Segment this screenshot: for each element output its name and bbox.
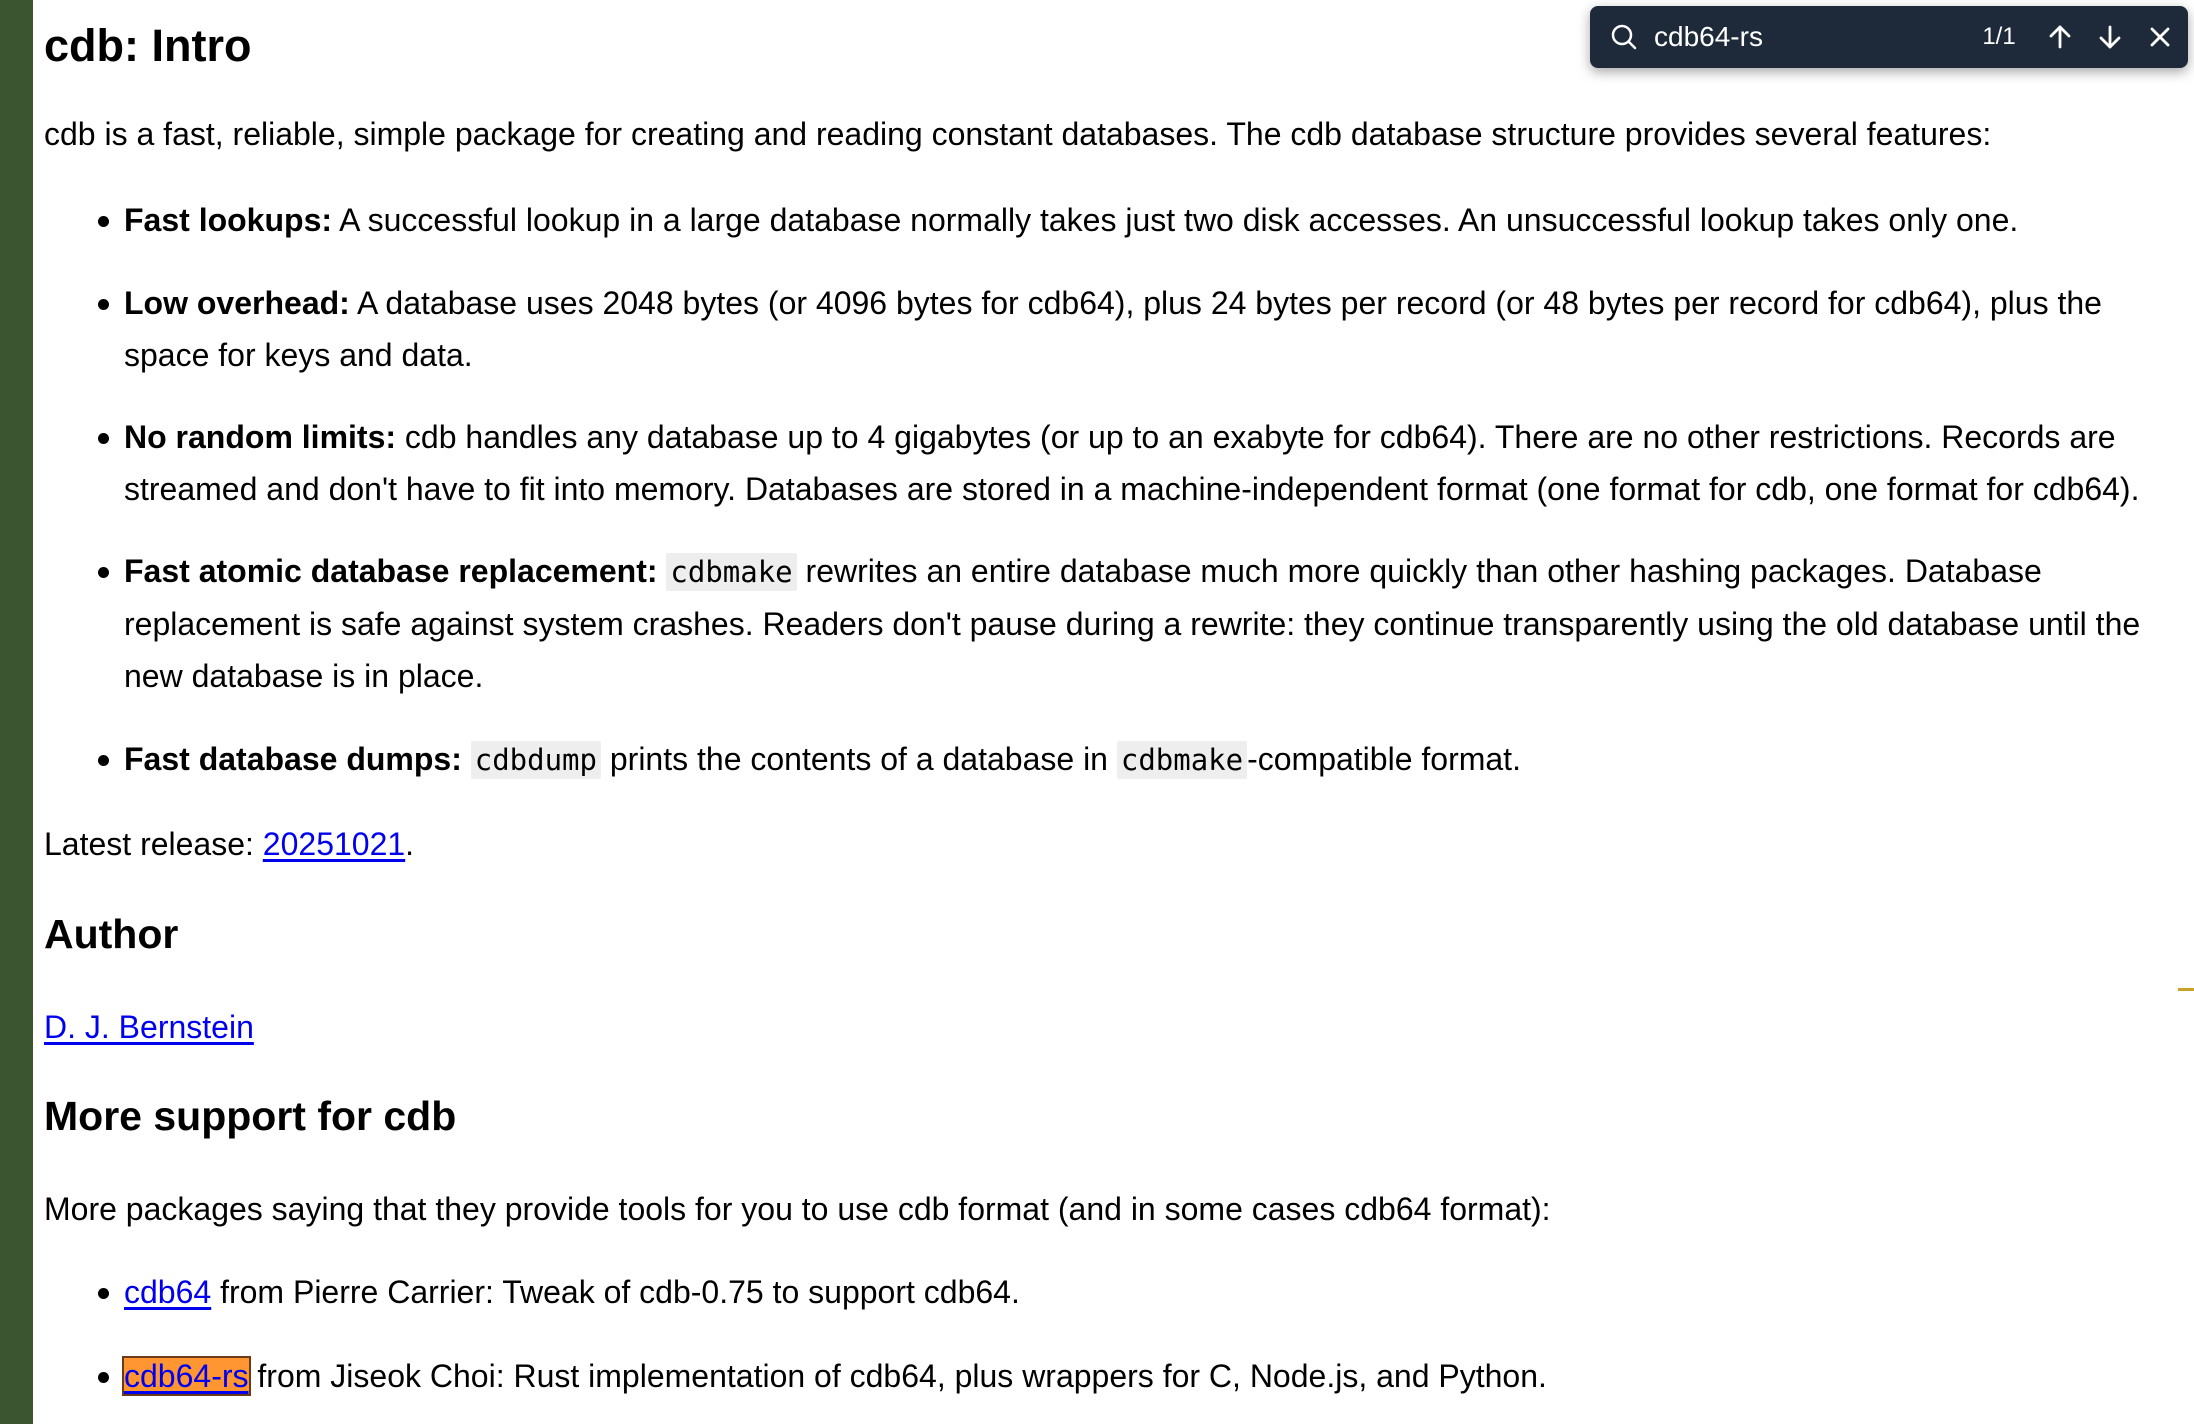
list-item-package — [44, 1266, 2144, 1318]
bullet-icon — [98, 755, 109, 766]
feature-text: rewrites an entire database much more quickly than other hashing packages. Database — [805, 553, 2042, 589]
bullet-icon — [98, 433, 109, 444]
close-icon[interactable] — [2142, 19, 2178, 55]
feature-text-tail: -compatible format. — [1247, 741, 1521, 777]
intro-paragraph: cdb is a fast, reliable, simple package for creating and reading constant databases. The cdb database structure provides several features: — [44, 116, 1992, 152]
code-cdbmake: cdbmake — [666, 553, 796, 591]
feature-text-continued: space for keys and data. — [124, 337, 473, 373]
package-link-cdb64-rs[interactable]: cdb64-rs — [124, 1358, 249, 1394]
arrow-up-icon[interactable] — [2042, 19, 2078, 55]
feature-label: Fast lookups: — [124, 202, 333, 238]
page-title: cdb: Intro — [44, 20, 252, 71]
search-icon — [1610, 23, 1638, 51]
find-match-scroll-marker — [2178, 988, 2194, 991]
bullet-icon — [98, 1288, 109, 1299]
author-heading: Author — [44, 911, 179, 957]
release-prefix: Latest release: — [44, 826, 254, 862]
feature-text: prints the contents of a database in — [609, 741, 1108, 777]
feature-text: A database uses 2048 bytes (or 4096 bytes for cdb64), plus 24 bytes per record (or 48 bytes per record for cdb64), plus the — [356, 285, 2102, 321]
list-item-no-random-limits — [44, 411, 2144, 515]
feature-text-continued: new database is in place. — [124, 658, 484, 694]
release-link[interactable]: 20251021 — [262, 826, 406, 862]
bullet-icon — [98, 216, 109, 227]
package-text: from Jiseok Choi: Rust implementation of cdb64, plus wrappers for C, Node.js, and Python. — [257, 1358, 1547, 1394]
find-bar — [1590, 6, 2188, 68]
bullet-icon — [98, 299, 109, 310]
list-item-low-overhead — [44, 277, 2144, 381]
find-input[interactable] — [1654, 20, 1954, 54]
list-item-database-dumps — [44, 733, 2144, 786]
window-side-strip — [0, 0, 33, 1424]
match-count: 1/1 — [1982, 23, 2016, 50]
feature-label: Fast atomic database replacement: — [124, 553, 658, 589]
latest-release — [44, 818, 414, 870]
list-item-fast-lookups — [44, 194, 2144, 246]
author-paragraph — [44, 1001, 254, 1053]
list-item-package — [44, 1350, 2144, 1402]
code-cdbdump: cdbdump — [471, 741, 601, 779]
list-item-atomic-replacement — [44, 545, 2144, 702]
arrow-down-icon[interactable] — [2092, 19, 2128, 55]
feature-label: Low overhead: — [124, 285, 350, 321]
feature-label: No random limits: — [124, 419, 397, 455]
release-suffix: . — [405, 826, 415, 862]
feature-label: Fast database dumps: — [124, 741, 462, 777]
feature-text: A successful lookup in a large database normally takes just two disk accesses. An unsuccessful lookup takes only one. — [339, 202, 2019, 238]
code-cdbmake: cdbmake — [1117, 741, 1247, 779]
bullet-icon — [98, 567, 109, 578]
package-link-cdb64[interactable]: cdb64 — [124, 1274, 212, 1310]
support-intro: More packages saying that they provide tools for you to use cdb format (and in some cases cdb64 format): — [44, 1191, 1551, 1227]
author-link[interactable]: D. J. Bernstein — [44, 1009, 254, 1045]
feature-text-continued: replacement is safe against system crashes. Readers don't pause during a rewrite: they continue transparently using the old database until the — [124, 606, 2141, 642]
feature-text-continued: streamed and don't have to fit into memory. Databases are stored in a machine-independent format (one format for cdb, one format for cdb64). — [124, 471, 2140, 507]
support-heading: More support for cdb — [44, 1093, 457, 1139]
feature-text: cdb handles any database up to 4 gigabytes (or up to an exabyte for cdb64). There are no other restrictions. Records are — [404, 419, 2116, 455]
package-text: from Pierre Carrier: Tweak of cdb-0.75 to support cdb64. — [220, 1274, 1020, 1310]
bullet-icon — [98, 1372, 109, 1383]
